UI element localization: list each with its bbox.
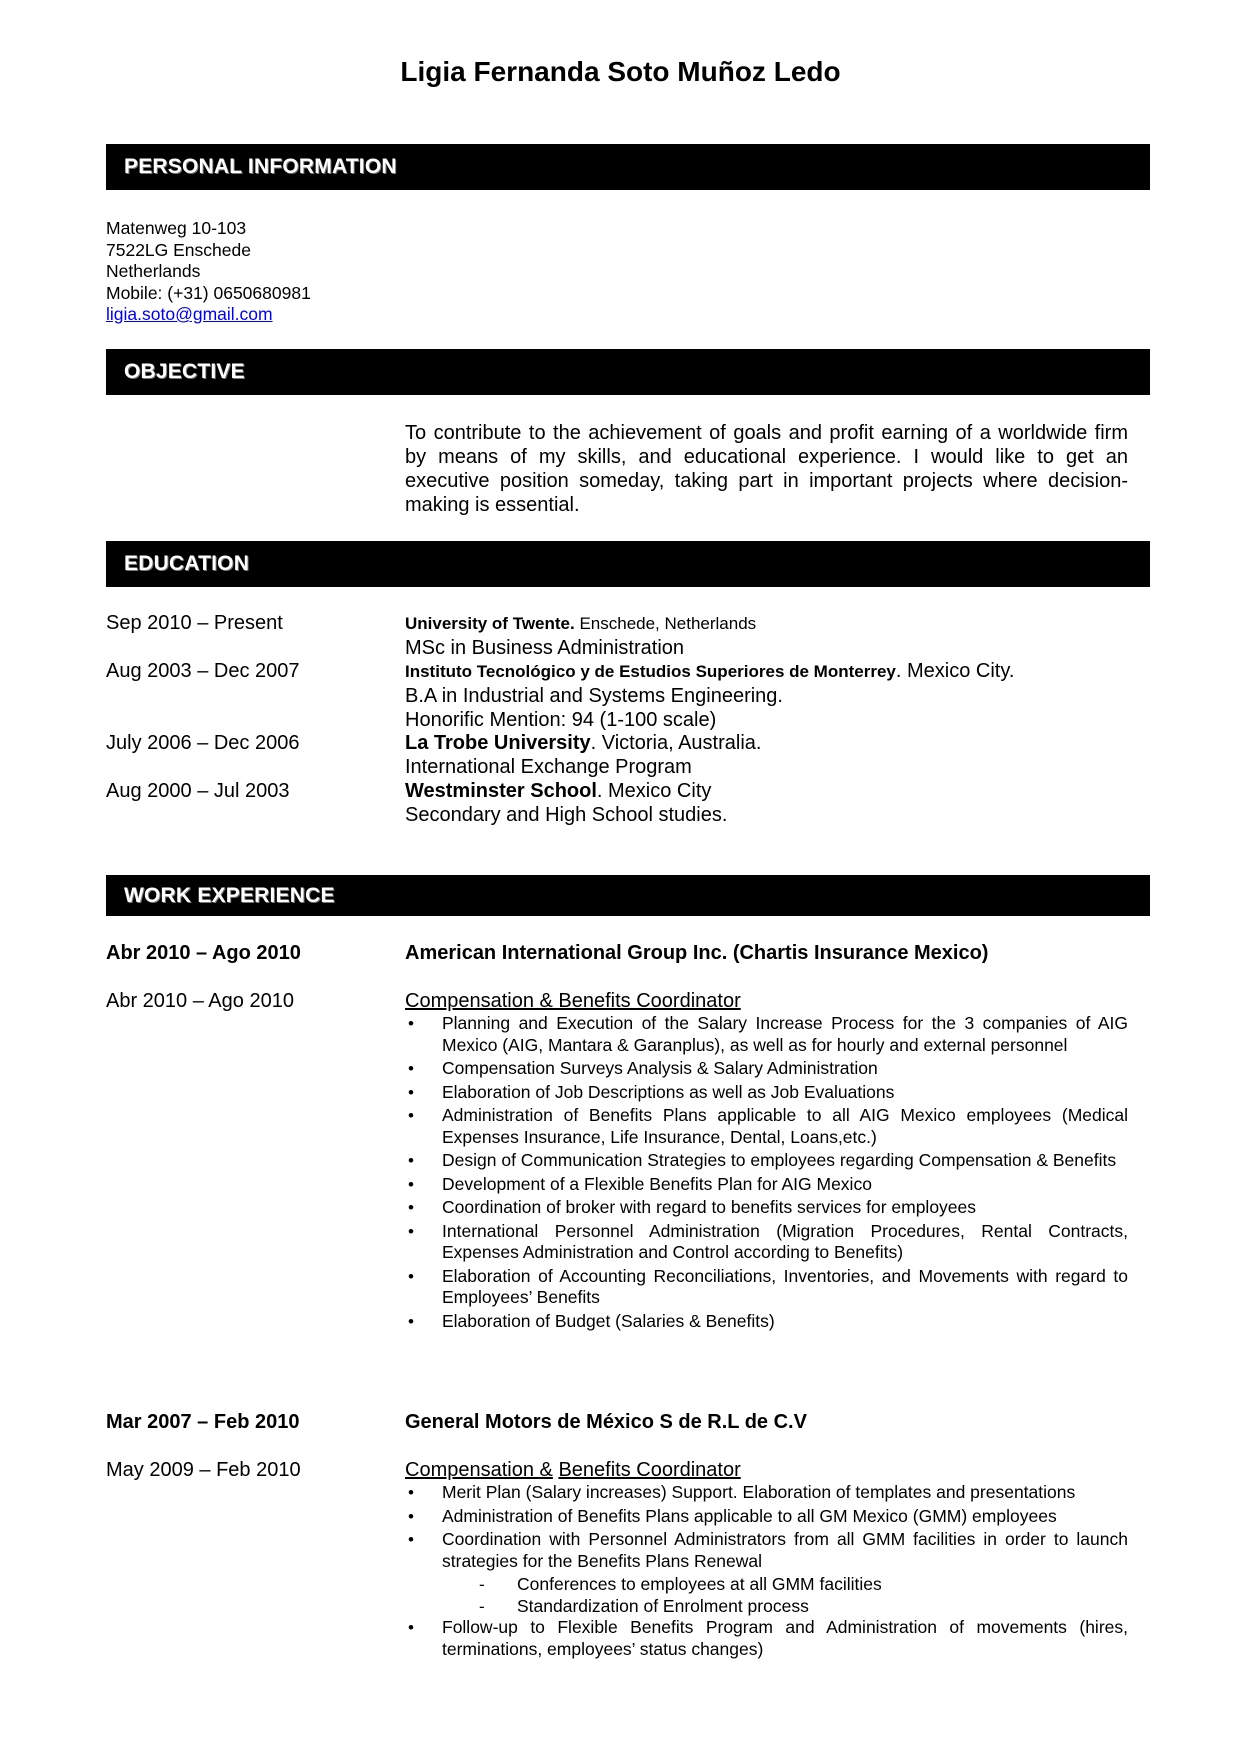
company-name: General Motors de México S de R.L de C.V	[405, 1411, 807, 1433]
role-title-part-2: Benefits Coordinator	[558, 1459, 741, 1481]
country: Netherlands	[106, 261, 201, 281]
list-item: • Development of a Flexible Benefits Plan for AIG Mexico	[405, 1174, 1128, 1196]
school-location: . Victoria, Australia.	[590, 732, 762, 754]
list-item: • Coordination of broker with regard to benefits services for employees	[405, 1197, 1128, 1219]
section-header-objective	[106, 349, 1150, 395]
school-location: Enschede, Netherlands	[574, 614, 757, 633]
list-item: • Elaboration of Accounting Reconciliations, Inventories, and Movements with regard to Employees’ Benefits	[405, 1266, 1128, 1309]
list-item: • Administration of Benefits Plans applicable to all GM Mexico (GMM) employees	[405, 1506, 1128, 1528]
list-item: • Merit Plan (Salary increases) Support. Elaboration of templates and presentations	[405, 1482, 1128, 1504]
personal-info-block	[106, 218, 311, 326]
section-title: EDUCATION	[124, 552, 250, 575]
company-dates: Mar 2007 – Feb 2010	[106, 1411, 300, 1433]
school-name: University of Twente.	[405, 614, 575, 633]
education-entry	[405, 659, 1150, 732]
section-header-work	[106, 875, 1150, 916]
role-title	[405, 989, 1150, 1013]
honor-line: Honorific Mention: 94 (1-100 scale)	[405, 709, 717, 731]
objective-text: To contribute to the achievement of goals and profit earning of a worldwide firm by means of my skills, and educational experience. I would like to get an executive position someday, taking part in important projects where decision-making is essential.	[405, 422, 1128, 516]
list-item: • Compensation Surveys Analysis & Salary Administration	[405, 1058, 1128, 1080]
education-entry	[405, 731, 1150, 779]
school-name: Westminster School	[405, 780, 597, 802]
school-name: Instituto Tecnológico y de Estudios Superiores de Monterrey	[405, 662, 896, 681]
list-item: • Follow-up to Flexible Benefits Program and Administration of movements (hires, terminations, employees’ status changes)	[405, 1617, 1128, 1660]
role-title-text: Compensation & Benefits Coordinator	[405, 990, 741, 1012]
email-link[interactable]: ligia.soto@gmail.com	[106, 304, 273, 324]
responsibilities-list	[405, 1482, 1128, 1662]
company-name: American International Group Inc. (Chartis Insurance Mexico)	[405, 942, 989, 964]
role-title	[405, 1458, 1150, 1482]
role-title-part-1: Compensation &	[405, 1459, 553, 1481]
education-entry	[405, 611, 1150, 660]
section-title: OBJECTIVE	[124, 360, 245, 383]
education-entry	[405, 779, 1150, 827]
section-header-education	[106, 541, 1150, 587]
list-item: • Elaboration of Job Descriptions as well as Job Evaluations	[405, 1082, 1128, 1104]
education-dates: Aug 2000 – Jul 2003	[106, 780, 290, 802]
education-dates: Aug 2003 – Dec 2007	[106, 660, 300, 682]
list-item: • Planning and Execution of the Salary Increase Process for the 3 companies of AIG Mexico (AIG, Mantara & Garanplus), as well as for hourly and external personnel	[405, 1013, 1128, 1056]
school-name: La Trobe University	[405, 732, 591, 754]
section-header-personal	[106, 144, 1150, 190]
degree-line: B.A in Industrial and Systems Engineering.	[405, 685, 783, 707]
section-title: PERSONAL INFORMATION	[124, 155, 397, 178]
candidate-name: Ligia Fernanda Soto Muñoz Ledo	[400, 56, 841, 87]
degree-line: MSc in Business Administration	[405, 637, 685, 659]
company-dates: Abr 2010 – Ago 2010	[106, 942, 301, 964]
sub-list-item: - Conferences to employees at all GMM facilities	[405, 1574, 1128, 1596]
list-item: • Administration of Benefits Plans applicable to all AIG Mexico employees (Medical Expenses Insurance, Life Insurance, Dental, Loans,etc.)	[405, 1105, 1128, 1148]
sub-list-item: - Standardization of Enrolment process	[405, 1596, 1128, 1618]
list-item: • Design of Communication Strategies to employees regarding Compensation & Benefits	[405, 1150, 1128, 1172]
section-title: WORK EXPERIENCE	[124, 883, 335, 907]
role-dates: Abr 2010 – Ago 2010	[106, 990, 294, 1012]
education-dates: Sep 2010 – Present	[106, 612, 283, 634]
responsibilities-list	[405, 1013, 1128, 1334]
mobile-phone: Mobile: (+31) 0650680981	[106, 282, 311, 303]
address-line-2: 7522LG Enschede	[106, 239, 251, 260]
program-line: Secondary and High School studies.	[405, 804, 728, 826]
program-line: International Exchange Program	[405, 756, 692, 778]
school-location: . Mexico City.	[895, 660, 1015, 682]
role-dates: May 2009 – Feb 2010	[106, 1459, 301, 1481]
education-dates: July 2006 – Dec 2006	[106, 732, 300, 754]
address-line-1: Matenweg 10-103	[106, 218, 247, 238]
school-location: . Mexico City	[596, 780, 712, 802]
list-item: • International Personnel Administration (Migration Procedures, Rental Contracts, Expenses Administration and Control according to Benefits)	[405, 1221, 1128, 1264]
list-item: • Coordination with Personnel Administrators from all GMM facilities in order to launch strategies for the Benefits Plans Renewal	[405, 1529, 1128, 1572]
list-item: • Elaboration of Budget (Salaries & Benefits)	[405, 1311, 1128, 1333]
